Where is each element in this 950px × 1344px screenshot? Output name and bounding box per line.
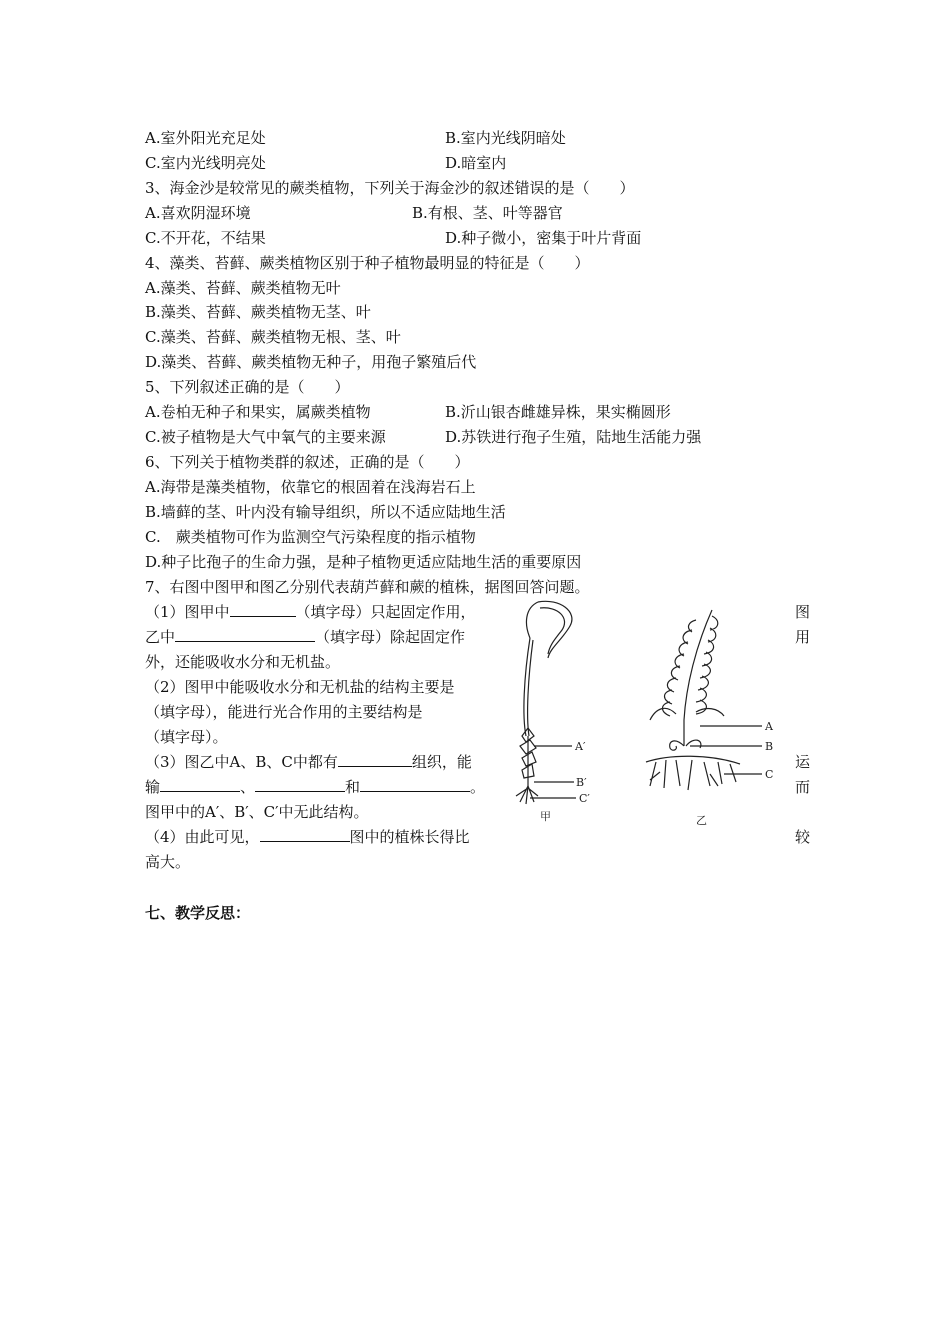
label-c-prime: C′ [579,792,590,805]
q3-option-a: A.喜欢阴湿环境 [145,204,251,222]
label-b: B [765,740,774,753]
answer-blank[interactable] [255,777,345,792]
q6-option-a: A.海带是藻类植物，依靠它的根固着在浅海岩石上 [145,478,476,496]
q7-part1-line1 [145,602,476,622]
q2-option-b: B.室内光线阴暗处 [445,129,566,147]
answer-blank[interactable] [230,602,296,617]
q4-option-b: B.藻类、苔藓、蕨类植物无茎、叶 [145,303,371,321]
fern-lower-pinnae [650,708,724,720]
answer-blank[interactable] [160,777,240,792]
q4-option-d: D.藻类、苔藓、蕨类植物无种子，用孢子繁殖后代 [145,353,477,371]
section-heading-reflection: 七、教学反思： [145,904,251,922]
q3-option-d: D.种子微小，密集于叶片背面 [445,229,642,247]
label-a: A [765,720,773,733]
label-yi: 乙 [696,814,707,827]
q5-stem: 5、下列叙述正确的是（ ） [145,378,350,396]
answer-blank[interactable] [175,627,315,642]
moss-rhizoids [516,786,538,804]
q4-option-a: A.藻类、苔藓、蕨类植物无叶 [145,279,341,297]
fern-fiddlehead-2 [686,740,701,748]
q7-part4-text-b: 图中的植株长得比 [349,828,470,846]
q7-part3-text-b: 组织，能 [411,753,472,771]
moss-stalk [524,638,530,736]
q7-part2-text-a: （2）图甲中能吸收水分和无机盐的结构主要是 [145,678,455,696]
q7-part3-right: 运 [795,753,811,771]
q7-part3-line1 [145,752,472,772]
plant-figure [500,596,790,836]
label-c: C [765,768,774,781]
q3-option-c: C.不开花，不结果 [145,229,266,247]
q7-stem: 7、右图中图甲和图乙分别代表葫芦藓和蕨的植株，据图回答问题。 [145,578,590,596]
moss-capsule-inner [540,608,565,654]
q7-part4-line1 [145,827,470,847]
q7-part3-text-g: 图甲中的A′、B′、C′中无此结构。 [145,803,369,821]
q7-part1-right: 图 [795,603,811,621]
q2-option-c: C.室内光线明亮处 [145,154,266,172]
fern-roots [650,760,736,790]
q7-part1-text-a: （1）图甲中 [145,603,230,621]
fern-pinnae-right [696,616,718,714]
q4-stem: 4、藻类、苔藓、蕨类植物区别于种子植物最明显的特征是（ ） [145,254,590,272]
answer-blank[interactable] [260,827,350,842]
fern-pinnae-left [663,620,697,716]
answer-blank[interactable] [338,752,412,767]
q6-option-d: D.种子比孢子的生命力强，是种子植物更适应陆地生活的重要原因 [145,553,582,571]
q7-part3-line2 [145,777,485,797]
q2-option-a: A.室外阳光充足处 [145,129,266,147]
q7-part3-right2: 而 [795,778,811,796]
q5-option-a: A.卷柏无种子和果实，属蕨类植物 [145,403,371,421]
q7-part4-text-a: （4）由此可见， [145,828,260,846]
q5-option-d: D.苏铁进行孢子生殖，陆地生活能力强 [445,428,702,446]
q6-option-c: C. 蕨类植物可作为监测空气污染程度的指示植物 [145,528,476,546]
q7-part2-text-c: （填字母）。 [145,728,228,746]
q7-part3-text-d: 、 [240,778,256,796]
answer-blank[interactable] [360,777,470,792]
q7-part1-text-e: 外，还能吸收水分和无机盐。 [145,653,341,671]
q5-option-c: C.被子植物是大气中氧气的主要来源 [145,428,386,446]
label-a-prime: A′ [575,740,586,753]
q3-option-b: B.有根、茎、叶等器官 [412,204,563,222]
q7-part2-text-b: （填字母），能进行光合作用的主要结构是 [145,703,423,721]
q7-part1-text-b: （填字母）只起固定作用， [295,603,476,621]
q5-option-b: B.沂山银杏雌雄异株，果实椭圆形 [445,403,671,421]
q2-option-d: D.暗室内 [445,154,507,172]
q4-option-c: C.藻类、苔藓、蕨类植物无根、茎、叶 [145,328,401,346]
q7-part3-text-e: 和 [345,778,361,796]
moss-stalk-inner [528,640,533,736]
q7-part1-right2: 用 [795,628,811,646]
q7-part3-text-a: （3）图乙中A、B、C中都有 [145,753,338,771]
q3-stem: 3、海金沙是较常见的蕨类植物，下列关于海金沙的叙述错误的是（ ） [145,179,635,197]
fern-rhizome [646,756,740,764]
label-b-prime: B′ [576,776,587,789]
moss-capsule-outline [526,602,538,638]
label-jia: 甲 [540,810,551,823]
q7-part4-right: 较 [795,828,811,846]
q7-part3-text-f: 。 [470,778,486,796]
q7-part1-text-d: （填字母）除起固定作 [315,628,466,646]
q6-stem: 6、下列关于植物类群的叙述，正确的是（ ） [145,453,470,471]
q7-part1-text-c: 乙中 [145,628,176,646]
q7-part1-line2 [145,627,465,647]
q7-part3-text-c: 输 [145,778,161,796]
fern-fiddlehead [670,741,684,750]
q6-option-b: B.墙藓的茎、叶内没有输导组织，所以不适应陆地生活 [145,503,506,521]
q7-part4-text-c: 高大。 [145,853,191,871]
